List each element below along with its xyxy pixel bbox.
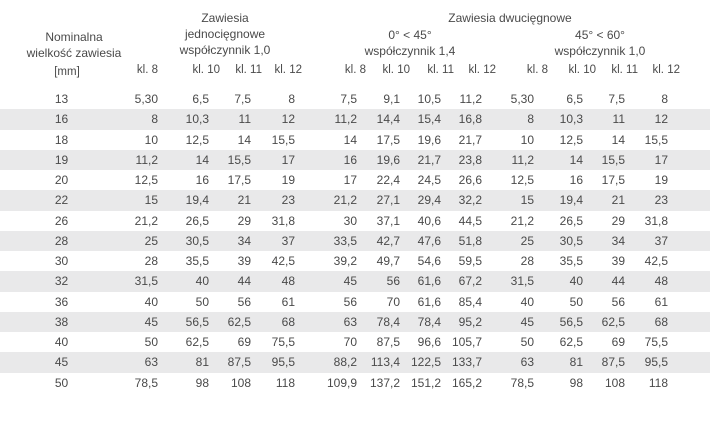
row-padding [668,271,710,291]
capacity-cell: 34 [209,231,251,251]
capacity-cell: 56 [237,294,251,309]
capacity-cell: 10,3 [158,109,209,129]
row-padding [668,89,710,109]
two-leg-header: Zawiesia dwucięgnowe [448,11,572,25]
row-padding [668,251,710,271]
capacity-cell: 30,5 [158,231,209,251]
nominal-size-cell: 16 [0,109,123,129]
capacity-cell: 165,2 [451,375,482,390]
table-row [0,352,710,372]
row-padding [668,231,710,251]
capacity-cell: 42,5 [644,254,668,269]
class-header: kl. 8 [344,64,366,76]
capacity-cell: 15,5 [209,150,251,170]
table-body [0,89,710,393]
capacity-cell: 17,5 [376,132,400,147]
row-padding [668,190,710,210]
nominal-header-line-1: Nominalna [45,30,103,44]
capacity-cell: 85,4 [458,294,482,309]
table-row [0,373,710,393]
capacity-cell: 10,5 [417,92,441,107]
capacity-cell: 70 [386,294,400,309]
nominal-size-cell: 36 [54,294,69,309]
row-padding [668,312,710,332]
capacity-cell: 68 [625,312,668,332]
capacity-cell: 29 [237,213,251,228]
capacity-cell: 70 [343,335,357,350]
class-header: kl. 12 [274,64,302,76]
capacity-cell: 48 [625,271,668,291]
table-row [0,89,710,109]
capacity-cell: 27,1 [357,190,400,210]
capacity-cell: 15,5 [271,132,295,147]
capacity-cell: 95,5 [625,352,668,372]
capacity-cell: 98 [195,375,209,390]
capacity-cell: 31,8 [271,213,295,228]
capacity-cell: 17 [343,173,357,188]
capacity-cell: 11 [209,109,251,129]
angle-0-45-line-1: 0° < 45° [388,28,432,42]
capacity-cell: 113,4 [357,352,400,372]
table-row [0,312,710,332]
capacity-cell: 62,5 [185,335,209,350]
capacity-cell: 45 [123,312,158,332]
capacity-cell: 44,5 [458,213,482,228]
capacity-cell: 21,2 [134,213,158,228]
capacity-cell: 87,5 [583,352,625,372]
capacity-cell: 151,2 [410,375,441,390]
capacity-cell: 62,5 [583,312,625,332]
capacity-cell: 26,5 [185,213,209,228]
nominal-size-cell: 13 [54,92,69,107]
capacity-cell: 25 [123,231,158,251]
nominal-size-cell: 26 [54,213,69,228]
capacity-cell: 14 [534,150,583,170]
capacity-cell: 37 [625,231,668,251]
capacity-cell: 17,5 [601,173,625,188]
class-header: kl. 8 [526,64,548,76]
single-header-line-1: Zawiesia [201,11,249,25]
capacity-cell: 31,8 [644,213,668,228]
capacity-cell: 10,3 [534,109,583,129]
table-row [0,190,710,210]
capacity-cell: 39 [237,254,251,269]
capacity-cell: 40 [534,271,583,291]
capacity-cell: 88,2 [295,352,357,372]
single-header-line-3: współczynnik 1,0 [179,43,271,57]
capacity-cell: 23 [251,190,295,210]
single-header-line-2: jednocięgnowe [184,27,266,41]
capacity-cell: 33,5 [295,231,357,251]
capacity-cell: 45 [295,271,357,291]
capacity-cell: 17,5 [227,173,251,188]
nominal-size-cell: 20 [54,173,69,188]
capacity-cell: 95,2 [441,312,482,332]
capacity-cell: 11,2 [123,150,158,170]
capacity-cell: 10 [520,132,534,147]
capacity-cell: 6,5 [192,92,209,107]
capacity-cell: 12,5 [185,132,209,147]
table-row [0,150,710,170]
capacity-cell: 5,30 [510,92,534,107]
capacity-cell: 69 [237,335,251,350]
capacity-cell: 22,4 [376,173,400,188]
capacity-cell: 16 [195,173,209,188]
table-row [0,292,710,312]
nominal-header-line-2: wielkość zawiesia [26,46,122,60]
capacity-cell: 49,7 [376,254,400,269]
capacity-cell: 7,5 [608,92,625,107]
capacity-cell: 61 [654,294,668,309]
nominal-size-cell: 19 [0,150,123,170]
capacity-cell: 26,6 [458,173,482,188]
capacity-cell: 19,4 [158,190,209,210]
capacity-cell: 50 [520,335,534,350]
capacity-cell: 15 [123,190,158,210]
capacity-cell: 21 [583,190,625,210]
capacity-cell: 118 [275,375,295,390]
nominal-unit: [mm] [54,66,80,78]
capacity-cell: 75,5 [271,335,295,350]
row-padding [668,150,710,170]
capacity-cell: 137,2 [369,375,400,390]
capacity-cell: 61,6 [400,271,441,291]
nominal-size-cell: 38 [0,312,123,332]
capacity-cell: 8 [288,92,295,107]
capacity-cell: 118 [648,375,668,390]
table-row [0,231,710,251]
nominal-size-cell: 50 [54,375,69,390]
capacity-cell: 28 [144,254,158,269]
class-header: kl. 11 [427,64,454,76]
capacity-cell: 87,5 [209,352,251,372]
table-row [0,170,710,190]
capacity-cell: 45 [482,312,534,332]
class-header: kl. 10 [192,64,220,76]
capacity-cell: 19,6 [417,132,441,147]
capacity-cell: 56,5 [534,312,583,332]
single-leg-header [160,10,290,58]
row-padding [668,292,710,312]
capacity-cell: 56 [357,271,400,291]
capacity-cell: 44 [209,271,251,291]
capacity-cell: 105,7 [451,335,482,350]
capacity-cell: 96,6 [417,335,441,350]
nominal-size-cell: 22 [0,190,123,210]
capacity-cell: 35,5 [559,254,583,269]
capacity-cell: 19 [654,173,668,188]
capacity-cell: 21,2 [295,190,357,210]
capacity-cell: 26,5 [559,213,583,228]
capacity-cell: 30 [343,213,357,228]
capacity-cell: 29 [611,213,625,228]
capacity-cell: 21,2 [510,213,534,228]
class-header: kl. 12 [468,64,496,76]
capacity-cell: 95,5 [251,352,295,372]
row-padding [668,332,710,352]
nominal-size-header [18,29,130,61]
capacity-cell: 5,30 [134,92,158,107]
capacity-cell: 15,4 [400,109,441,129]
capacity-cell: 40 [144,294,158,309]
nominal-size-cell: 30 [54,254,69,269]
capacity-cell: 14 [343,132,357,147]
table-row [0,109,710,129]
capacity-cell: 37,1 [376,213,400,228]
capacity-cell: 67,2 [441,271,482,291]
capacity-cell: 19 [281,173,295,188]
capacity-cell: 17 [251,150,295,170]
capacity-cell: 11 [583,109,625,129]
capacity-cell: 24,5 [417,173,441,188]
capacity-cell: 133,7 [441,352,482,372]
capacity-cell: 12,5 [134,173,158,188]
angle-0-45-line-2: współczynnik 1,4 [364,44,456,58]
class-header: kl. 11 [235,64,262,76]
row-padding [668,211,710,231]
capacity-cell: 78,5 [510,375,534,390]
capacity-cell: 69 [611,335,625,350]
capacity-cell: 21 [209,190,251,210]
capacity-cell: 16 [569,173,583,188]
capacity-cell: 61 [281,294,295,309]
row-padding [668,170,710,190]
nominal-size-cell: 32 [0,271,123,291]
capacity-cell: 40,6 [417,213,441,228]
capacity-cell: 6,5 [566,92,583,107]
capacity-cell: 37 [251,231,295,251]
capacity-cell: 16,8 [441,109,482,129]
angle-45-60-line-1: 45° < 60° [575,28,625,42]
capacity-cell: 12 [625,109,668,129]
row-padding [668,373,710,393]
capacity-cell: 23 [625,190,668,210]
angle-45-60-line-2: współczynnik 1,0 [554,44,646,58]
row-padding [668,130,710,150]
capacity-cell: 15,5 [644,132,668,147]
capacity-cell: 61,6 [417,294,441,309]
capacity-cell: 7,5 [234,92,251,107]
capacity-cell: 35,5 [185,254,209,269]
capacity-cell: 10 [144,132,158,147]
capacity-cell: 31,5 [482,271,534,291]
table-row [0,130,710,150]
capacity-cell: 8 [123,109,158,129]
capacity-cell: 51,8 [441,231,482,251]
capacity-cell: 19,4 [534,190,583,210]
class-header: kl. 8 [136,64,158,76]
capacity-cell: 44 [583,271,625,291]
capacity-cell: 56 [343,294,357,309]
capacity-cell: 28 [520,254,534,269]
capacity-cell: 78,4 [400,312,441,332]
capacity-cell: 48 [251,271,295,291]
capacity-cell: 30,5 [534,231,583,251]
table-row [0,332,710,352]
nominal-size-cell: 40 [54,335,69,350]
capacity-cell: 14,4 [357,109,400,129]
capacity-cell: 29,4 [400,190,441,210]
capacity-cell: 50 [569,294,583,309]
capacity-cell: 62,5 [209,312,251,332]
capacity-cell: 11,2 [482,150,534,170]
capacity-data-table [0,89,710,393]
capacity-cell: 75,5 [644,335,668,350]
capacity-cell: 50 [144,335,158,350]
capacity-cell: 11,2 [459,92,482,107]
capacity-cell: 63 [295,312,357,332]
capacity-cell: 42,5 [271,254,295,269]
capacity-cell: 39,2 [333,254,357,269]
class-header: kl. 12 [652,64,680,76]
capacity-cell: 25 [482,231,534,251]
capacity-cell: 78,4 [357,312,400,332]
capacity-cell: 63 [482,352,534,372]
capacity-cell: 14 [237,132,251,147]
capacity-cell: 122,5 [400,352,441,372]
capacity-cell: 15,5 [583,150,625,170]
capacity-cell: 12,5 [510,173,534,188]
capacity-cell: 7,5 [340,92,357,107]
capacity-cell: 8 [661,92,668,107]
capacity-cell: 50 [195,294,209,309]
capacity-cell: 19,6 [357,150,400,170]
capacity-cell: 21,7 [458,132,482,147]
capacity-cell: 40 [158,271,209,291]
table-row [0,271,710,291]
capacity-cell: 81 [534,352,583,372]
capacity-cell: 68 [251,312,295,332]
capacity-cell: 108 [230,375,251,390]
angle-45-60-header [540,27,660,59]
capacity-cell: 109,9 [326,375,357,390]
capacity-cell: 31,5 [123,271,158,291]
capacity-cell: 14 [611,132,625,147]
capacity-cell: 62,5 [559,335,583,350]
capacity-cell: 40 [520,294,534,309]
capacity-cell: 54,6 [417,254,441,269]
capacity-cell: 78,5 [134,375,158,390]
capacity-cell: 56,5 [158,312,209,332]
capacity-cell: 81 [158,352,209,372]
capacity-cell: 17 [625,150,668,170]
capacity-cell: 56 [611,294,625,309]
capacity-cell: 32,2 [441,190,482,210]
capacity-cell: 23,8 [441,150,482,170]
capacity-cell: 11,2 [295,109,357,129]
capacity-cell: 14 [158,150,209,170]
capacity-cell: 34 [583,231,625,251]
capacity-cell: 59,5 [458,254,482,269]
row-padding [668,352,710,372]
nominal-size-cell: 18 [54,132,69,147]
capacity-cell: 42,7 [357,231,400,251]
nominal-size-cell: 45 [0,352,123,372]
capacity-cell: 8 [482,109,534,129]
capacity-cell: 15 [482,190,534,210]
capacity-cell: 108 [604,375,625,390]
class-header: kl. 11 [611,64,638,76]
capacity-cell: 47,6 [400,231,441,251]
capacity-cell: 9,1 [383,92,400,107]
capacity-cell: 12,5 [559,132,583,147]
capacity-cell: 63 [123,352,158,372]
capacity-cell: 98 [569,375,583,390]
capacity-cell: 12 [251,109,295,129]
class-header: kl. 10 [568,64,596,76]
capacity-cell: 16 [295,150,357,170]
angle-0-45-header [350,27,470,59]
nominal-size-cell: 28 [0,231,123,251]
table-row [0,211,710,231]
class-header: kl. 10 [382,64,410,76]
capacity-cell: 39 [611,254,625,269]
table-row [0,251,710,271]
capacity-cell: 87,5 [376,335,400,350]
row-padding [668,109,710,129]
capacity-cell: 21,7 [400,150,441,170]
